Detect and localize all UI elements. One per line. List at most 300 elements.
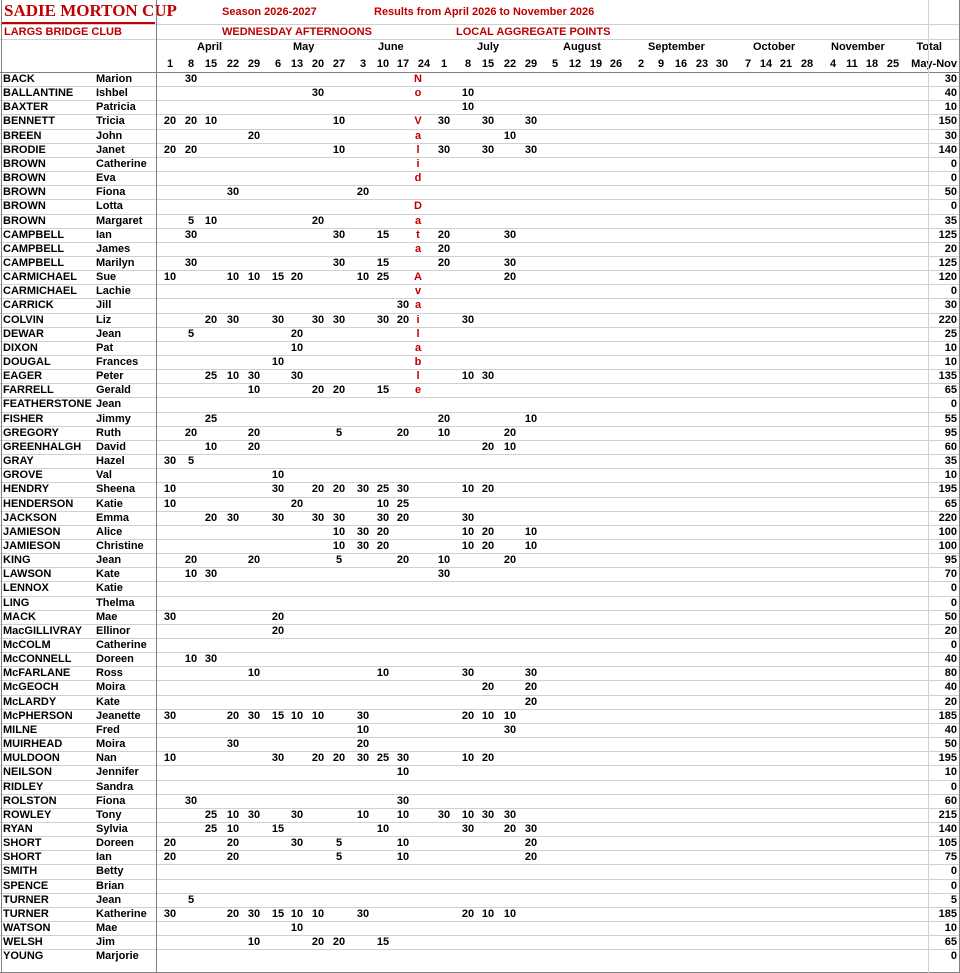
day-column-header: 30 bbox=[715, 58, 729, 70]
points-cell: 10 bbox=[481, 907, 495, 920]
player-surname: FISHER bbox=[3, 412, 44, 425]
table-row bbox=[0, 200, 960, 214]
total-points-cell: 50 bbox=[944, 610, 957, 623]
table-row bbox=[0, 498, 960, 512]
points-cell: 20 bbox=[247, 440, 261, 453]
points-cell: 20 bbox=[481, 440, 495, 453]
points-cell: 5 bbox=[335, 426, 343, 439]
player-surname: RIDLEY bbox=[3, 780, 44, 793]
points-cell: 30 bbox=[396, 299, 410, 312]
player-surname: MILNE bbox=[3, 723, 38, 736]
total-points-cell: 105 bbox=[938, 837, 957, 850]
notice-letter: l bbox=[416, 143, 420, 156]
points-cell: 30 bbox=[271, 511, 285, 524]
points-cell: 10 bbox=[481, 709, 495, 722]
points-cell: 30 bbox=[271, 313, 285, 326]
table-row bbox=[0, 823, 960, 837]
player-surname: FARRELL bbox=[3, 384, 54, 397]
points-cell: 30 bbox=[247, 709, 261, 722]
player-first-name: Ian bbox=[96, 228, 112, 241]
player-surname: COLVIN bbox=[3, 313, 44, 326]
player-surname: GRAY bbox=[3, 455, 34, 468]
points-cell: 20 bbox=[481, 539, 495, 552]
player-first-name: Mae bbox=[96, 610, 118, 623]
player-surname: CARMICHAEL bbox=[3, 285, 77, 298]
points-cell: 30 bbox=[376, 313, 390, 326]
notice-letter: v bbox=[414, 285, 422, 298]
total-points-cell: 95 bbox=[944, 426, 957, 439]
total-points-cell: 0 bbox=[950, 157, 957, 170]
points-cell: 10 bbox=[396, 851, 410, 864]
points-cell: 20 bbox=[226, 837, 240, 850]
player-surname: YOUNG bbox=[3, 950, 44, 963]
player-surname: JAMIESON bbox=[3, 539, 61, 552]
total-points-cell: 10 bbox=[944, 469, 957, 482]
points-cell: 20 bbox=[396, 426, 410, 439]
points-cell: 20 bbox=[311, 483, 325, 496]
points-cell: 25 bbox=[376, 271, 390, 284]
player-surname: BENNETT bbox=[3, 115, 55, 128]
points-cell: 10 bbox=[437, 554, 451, 567]
points-cell: 20 bbox=[311, 384, 325, 397]
total-points-cell: 195 bbox=[938, 752, 957, 765]
points-cell: 15 bbox=[376, 936, 390, 949]
player-first-name: Fiona bbox=[96, 186, 126, 199]
player-first-name: John bbox=[96, 129, 123, 142]
points-cell: 30 bbox=[356, 907, 370, 920]
points-cell: 20 bbox=[481, 483, 495, 496]
player-surname: WELSH bbox=[3, 936, 43, 949]
points-cell: 20 bbox=[524, 851, 538, 864]
points-cell: 20 bbox=[226, 851, 240, 864]
table-row bbox=[0, 766, 960, 780]
player-first-name: Catherine bbox=[96, 157, 147, 170]
points-cell: 30 bbox=[437, 115, 451, 128]
day-column-header: 4 bbox=[829, 58, 837, 70]
player-surname: McCONNELL bbox=[3, 653, 72, 666]
points-cell: 25 bbox=[396, 497, 410, 510]
points-cell: 30 bbox=[481, 143, 495, 156]
points-cell: 10 bbox=[163, 483, 177, 496]
points-cell: 15 bbox=[271, 907, 285, 920]
total-points-cell: 35 bbox=[944, 455, 957, 468]
points-cell: 30 bbox=[437, 143, 451, 156]
points-cell: 10 bbox=[311, 709, 325, 722]
player-first-name: Gerald bbox=[96, 384, 131, 397]
points-cell: 10 bbox=[376, 822, 390, 835]
notice-letter: N bbox=[414, 73, 422, 85]
points-cell: 30 bbox=[332, 511, 346, 524]
table-row bbox=[0, 229, 960, 243]
points-cell: 10 bbox=[376, 497, 390, 510]
points-cell: 20 bbox=[163, 143, 177, 156]
player-first-name: Katherine bbox=[96, 907, 147, 920]
points-cell: 10 bbox=[226, 822, 240, 835]
notice-letter: d bbox=[414, 172, 422, 185]
points-cell: 10 bbox=[332, 525, 346, 538]
points-cell: 30 bbox=[503, 723, 517, 736]
player-first-name: Ruth bbox=[96, 426, 122, 439]
player-surname: GREENHALGH bbox=[3, 440, 82, 453]
points-cell: 30 bbox=[271, 483, 285, 496]
points-cell: 30 bbox=[204, 653, 218, 666]
player-first-name: Catherine bbox=[96, 639, 147, 651]
points-cell: 10 bbox=[184, 568, 198, 581]
day-column-header: 8 bbox=[464, 58, 472, 70]
player-first-name: Liz bbox=[96, 313, 112, 326]
day-column-header: 28 bbox=[800, 58, 814, 70]
total-points-cell: 195 bbox=[938, 483, 957, 496]
player-surname: ROLSTON bbox=[3, 794, 57, 807]
table-row bbox=[0, 172, 960, 186]
player-first-name: Doreen bbox=[96, 837, 134, 850]
table-row bbox=[0, 611, 960, 625]
points-cell: 10 bbox=[461, 483, 475, 496]
player-surname: MUIRHEAD bbox=[3, 738, 63, 751]
player-first-name: Emma bbox=[96, 511, 130, 524]
notice-letter: o bbox=[414, 87, 422, 100]
player-surname: BROWN bbox=[3, 157, 46, 170]
player-first-name: Lotta bbox=[96, 200, 123, 213]
table-row bbox=[0, 384, 960, 398]
points-cell: 30 bbox=[332, 228, 346, 241]
player-surname: CARMICHAEL bbox=[3, 271, 77, 284]
month-label: June bbox=[378, 41, 404, 53]
day-column-header: 15 bbox=[481, 58, 495, 70]
table-row bbox=[0, 696, 960, 710]
table-row bbox=[0, 483, 960, 497]
points-cell: 20 bbox=[356, 186, 370, 199]
total-points-cell: 60 bbox=[944, 440, 957, 453]
points-cell: 10 bbox=[290, 709, 304, 722]
total-points-cell: 0 bbox=[950, 200, 957, 213]
total-points-cell: 140 bbox=[938, 143, 957, 156]
notice-letter: i bbox=[416, 313, 420, 326]
points-cell: 10 bbox=[311, 907, 325, 920]
player-first-name: Mae bbox=[96, 922, 118, 934]
total-points-cell: 65 bbox=[944, 936, 957, 949]
total-points-cell: 10 bbox=[944, 922, 957, 934]
points-cell: 20 bbox=[481, 525, 495, 538]
player-surname: RYAN bbox=[3, 822, 33, 835]
notice-letter: b bbox=[414, 356, 422, 368]
points-cell: 30 bbox=[437, 808, 451, 821]
player-surname: BACK bbox=[3, 73, 35, 85]
points-cell: 15 bbox=[376, 384, 390, 397]
points-cell: 20 bbox=[163, 851, 177, 864]
total-header: Total bbox=[916, 41, 942, 53]
points-cell: 25 bbox=[204, 370, 218, 383]
player-first-name: Marjorie bbox=[96, 950, 139, 963]
points-cell: 20 bbox=[503, 554, 517, 567]
total-points-cell: 5 bbox=[950, 893, 957, 906]
points-cell: 20 bbox=[311, 936, 325, 949]
player-first-name: Marion bbox=[96, 73, 133, 85]
points-cell: 20 bbox=[290, 497, 304, 510]
notice-letter: a bbox=[414, 129, 422, 142]
player-surname: JAMIESON bbox=[3, 525, 61, 538]
total-points-cell: 185 bbox=[938, 907, 957, 920]
player-surname: DIXON bbox=[3, 341, 38, 354]
player-surname: TURNER bbox=[3, 893, 49, 906]
player-surname: McPHERSON bbox=[3, 709, 73, 722]
total-points-cell: 135 bbox=[938, 370, 957, 383]
points-cell: 10 bbox=[204, 214, 218, 227]
player-first-name: Jean bbox=[96, 327, 122, 340]
points-cell: 10 bbox=[461, 808, 475, 821]
notice-letter: a bbox=[414, 299, 422, 312]
total-points-cell: 220 bbox=[938, 313, 957, 326]
points-cell: 30 bbox=[184, 256, 198, 269]
points-cell: 30 bbox=[524, 115, 538, 128]
total-points-cell: 40 bbox=[944, 87, 957, 100]
points-cell: 20 bbox=[356, 738, 370, 751]
table-row bbox=[0, 87, 960, 101]
player-first-name: Nan bbox=[96, 752, 117, 765]
points-cell: 20 bbox=[503, 822, 517, 835]
points-cell: 30 bbox=[356, 752, 370, 765]
table-row bbox=[0, 894, 960, 908]
table-row bbox=[0, 299, 960, 313]
points-cell: 30 bbox=[332, 256, 346, 269]
table-row bbox=[0, 342, 960, 356]
player-first-name: James bbox=[96, 242, 131, 255]
total-points-cell: 70 bbox=[944, 568, 957, 581]
total-subheader: May-Nov bbox=[911, 58, 957, 70]
player-surname: BROWN bbox=[3, 186, 46, 199]
day-column-header: 29 bbox=[524, 58, 538, 70]
table-row bbox=[0, 582, 960, 596]
points-cell: 10 bbox=[290, 907, 304, 920]
points-cell: 10 bbox=[204, 115, 218, 128]
season-label: Season 2026-2027 bbox=[222, 6, 317, 18]
day-column-header: 23 bbox=[695, 58, 709, 70]
points-cell: 20 bbox=[481, 752, 495, 765]
player-surname: HENDERSON bbox=[3, 497, 74, 510]
points-cell: 20 bbox=[290, 327, 304, 340]
total-points-cell: 75 bbox=[944, 851, 957, 864]
points-cell: 25 bbox=[204, 822, 218, 835]
total-points-cell: 0 bbox=[950, 398, 957, 411]
day-column-header: 18 bbox=[865, 58, 879, 70]
table-row bbox=[0, 724, 960, 738]
points-cell: 10 bbox=[461, 87, 475, 100]
points-cell: 30 bbox=[503, 808, 517, 821]
day-column-header: 22 bbox=[226, 58, 240, 70]
total-points-cell: 220 bbox=[938, 511, 957, 524]
player-surname: BAXTER bbox=[3, 101, 49, 114]
points-cell: 20 bbox=[290, 271, 304, 284]
points-cell: 30 bbox=[396, 794, 410, 807]
points-cell: 20 bbox=[524, 837, 538, 850]
day-column-header: 22 bbox=[503, 58, 517, 70]
player-surname: FEATHERSTONE bbox=[3, 398, 92, 411]
total-points-cell: 0 bbox=[950, 950, 957, 963]
player-first-name: Doreen bbox=[96, 653, 134, 666]
day-column-header: 17 bbox=[396, 58, 410, 70]
points-cell: 20 bbox=[226, 907, 240, 920]
day-column-header: 1 bbox=[440, 58, 448, 70]
table-row bbox=[0, 752, 960, 766]
table-row bbox=[0, 328, 960, 342]
points-cell: 20 bbox=[247, 129, 261, 142]
points-cell: 30 bbox=[226, 511, 240, 524]
player-first-name: Katie bbox=[96, 497, 123, 510]
player-first-name: Jill bbox=[96, 299, 112, 312]
month-label: August bbox=[563, 41, 601, 53]
points-cell: 30 bbox=[290, 808, 304, 821]
total-points-cell: 100 bbox=[938, 525, 957, 538]
points-cell: 20 bbox=[204, 511, 218, 524]
points-cell: 5 bbox=[187, 214, 195, 227]
points-cell: 10 bbox=[163, 497, 177, 510]
table-row bbox=[0, 568, 960, 582]
total-points-cell: 95 bbox=[944, 554, 957, 567]
points-cell: 10 bbox=[356, 808, 370, 821]
table-row bbox=[0, 738, 960, 752]
table-row bbox=[0, 455, 960, 469]
player-surname: SMITH bbox=[3, 865, 38, 878]
row-divider bbox=[0, 39, 960, 40]
player-surname: McGEOCH bbox=[3, 681, 59, 694]
table-row bbox=[0, 710, 960, 724]
month-label: October bbox=[753, 41, 796, 53]
points-cell: 30 bbox=[184, 228, 198, 241]
player-first-name: Jimmy bbox=[96, 412, 131, 425]
table-row bbox=[0, 936, 960, 950]
table-row bbox=[0, 285, 960, 299]
points-cell: 10 bbox=[356, 723, 370, 736]
day-column-header: 3 bbox=[359, 58, 367, 70]
player-surname: ROWLEY bbox=[3, 808, 52, 821]
total-points-cell: 0 bbox=[950, 172, 957, 185]
points-cell: 30 bbox=[396, 752, 410, 765]
notice-letter: a bbox=[414, 341, 422, 354]
points-cell: 20 bbox=[524, 695, 538, 708]
points-cell: 20 bbox=[311, 752, 325, 765]
points-cell: 20 bbox=[271, 610, 285, 623]
table-row bbox=[0, 781, 960, 795]
points-cell: 20 bbox=[437, 228, 451, 241]
points-cell: 10 bbox=[271, 469, 285, 482]
notice-letter: t bbox=[416, 228, 420, 241]
total-points-cell: 125 bbox=[938, 256, 957, 269]
player-first-name: Jean bbox=[96, 893, 122, 906]
player-first-name: Tricia bbox=[96, 115, 125, 128]
day-column-header: 12 bbox=[568, 58, 582, 70]
player-surname: LENNOX bbox=[3, 582, 49, 595]
table-row bbox=[0, 115, 960, 129]
points-cell: 30 bbox=[356, 709, 370, 722]
player-surname: McFARLANE bbox=[3, 667, 71, 680]
points-cell: 10 bbox=[332, 539, 346, 552]
day-column-header: 14 bbox=[759, 58, 773, 70]
total-points-cell: 150 bbox=[938, 115, 957, 128]
points-cell: 30 bbox=[524, 667, 538, 680]
table-row bbox=[0, 809, 960, 823]
player-surname: NEILSON bbox=[3, 766, 52, 779]
points-cell: 5 bbox=[187, 893, 195, 906]
points-cell: 30 bbox=[204, 568, 218, 581]
player-first-name: Patricia bbox=[96, 101, 136, 114]
points-cell: 30 bbox=[184, 794, 198, 807]
notice-letter: a bbox=[414, 242, 422, 255]
points-cell: 20 bbox=[204, 313, 218, 326]
day-column-header: 27 bbox=[332, 58, 346, 70]
table-row bbox=[0, 526, 960, 540]
notice-letter: V bbox=[414, 115, 422, 128]
player-surname: SHORT bbox=[3, 851, 42, 864]
points-cell: 15 bbox=[271, 271, 285, 284]
notice-letter: e bbox=[414, 384, 422, 397]
player-surname: McCOLM bbox=[3, 639, 51, 651]
player-surname: CAMPBELL bbox=[3, 256, 65, 269]
points-cell: 15 bbox=[271, 822, 285, 835]
table-row bbox=[0, 625, 960, 639]
player-surname: GREGORY bbox=[3, 426, 59, 439]
points-cell: 30 bbox=[163, 455, 177, 468]
points-cell: 30 bbox=[461, 511, 475, 524]
points-cell: 25 bbox=[204, 808, 218, 821]
points-cell: 30 bbox=[461, 822, 475, 835]
day-column-header: 11 bbox=[846, 58, 858, 70]
points-cell: 10 bbox=[247, 667, 261, 680]
points-cell: 10 bbox=[396, 837, 410, 850]
player-first-name: Marilyn bbox=[96, 256, 135, 269]
player-surname: CAMPBELL bbox=[3, 228, 65, 241]
points-cell: 10 bbox=[461, 370, 475, 383]
points-cell: 15 bbox=[376, 256, 390, 269]
points-cell: 10 bbox=[461, 539, 475, 552]
points-cell: 15 bbox=[376, 228, 390, 241]
points-cell: 5 bbox=[187, 455, 195, 468]
player-first-name: Kate bbox=[96, 695, 120, 708]
scoring-label: LOCAL AGGREGATE POINTS bbox=[456, 26, 611, 38]
table-row bbox=[0, 101, 960, 115]
player-surname: LAWSON bbox=[3, 568, 52, 581]
points-cell: 10 bbox=[290, 922, 304, 934]
points-cell: 25 bbox=[376, 752, 390, 765]
month-label: November bbox=[831, 41, 885, 53]
points-cell: 10 bbox=[396, 766, 410, 779]
player-surname: BALLANTINE bbox=[3, 87, 74, 100]
player-first-name: Eva bbox=[96, 172, 116, 185]
table-row bbox=[0, 865, 960, 879]
table-row bbox=[0, 795, 960, 809]
points-cell: 10 bbox=[503, 440, 517, 453]
total-points-cell: 30 bbox=[944, 299, 957, 312]
day-column-header: 8 bbox=[187, 58, 195, 70]
player-first-name: Peter bbox=[96, 370, 124, 383]
player-first-name: Brian bbox=[96, 879, 125, 892]
points-cell: 30 bbox=[163, 907, 177, 920]
table-row bbox=[0, 837, 960, 851]
table-row bbox=[0, 427, 960, 441]
points-cell: 10 bbox=[226, 370, 240, 383]
points-cell: 20 bbox=[503, 426, 517, 439]
club-name: LARGS BRIDGE CLUB bbox=[4, 26, 122, 38]
total-points-cell: 40 bbox=[944, 723, 957, 736]
points-cell: 20 bbox=[396, 511, 410, 524]
total-points-cell: 215 bbox=[938, 808, 957, 821]
player-surname: BROWN bbox=[3, 172, 46, 185]
player-surname: EAGER bbox=[3, 370, 43, 383]
day-column-header: 13 bbox=[290, 58, 304, 70]
points-cell: 10 bbox=[396, 808, 410, 821]
points-cell: 10 bbox=[226, 271, 240, 284]
total-points-cell: 60 bbox=[944, 794, 957, 807]
points-cell: 10 bbox=[247, 384, 261, 397]
